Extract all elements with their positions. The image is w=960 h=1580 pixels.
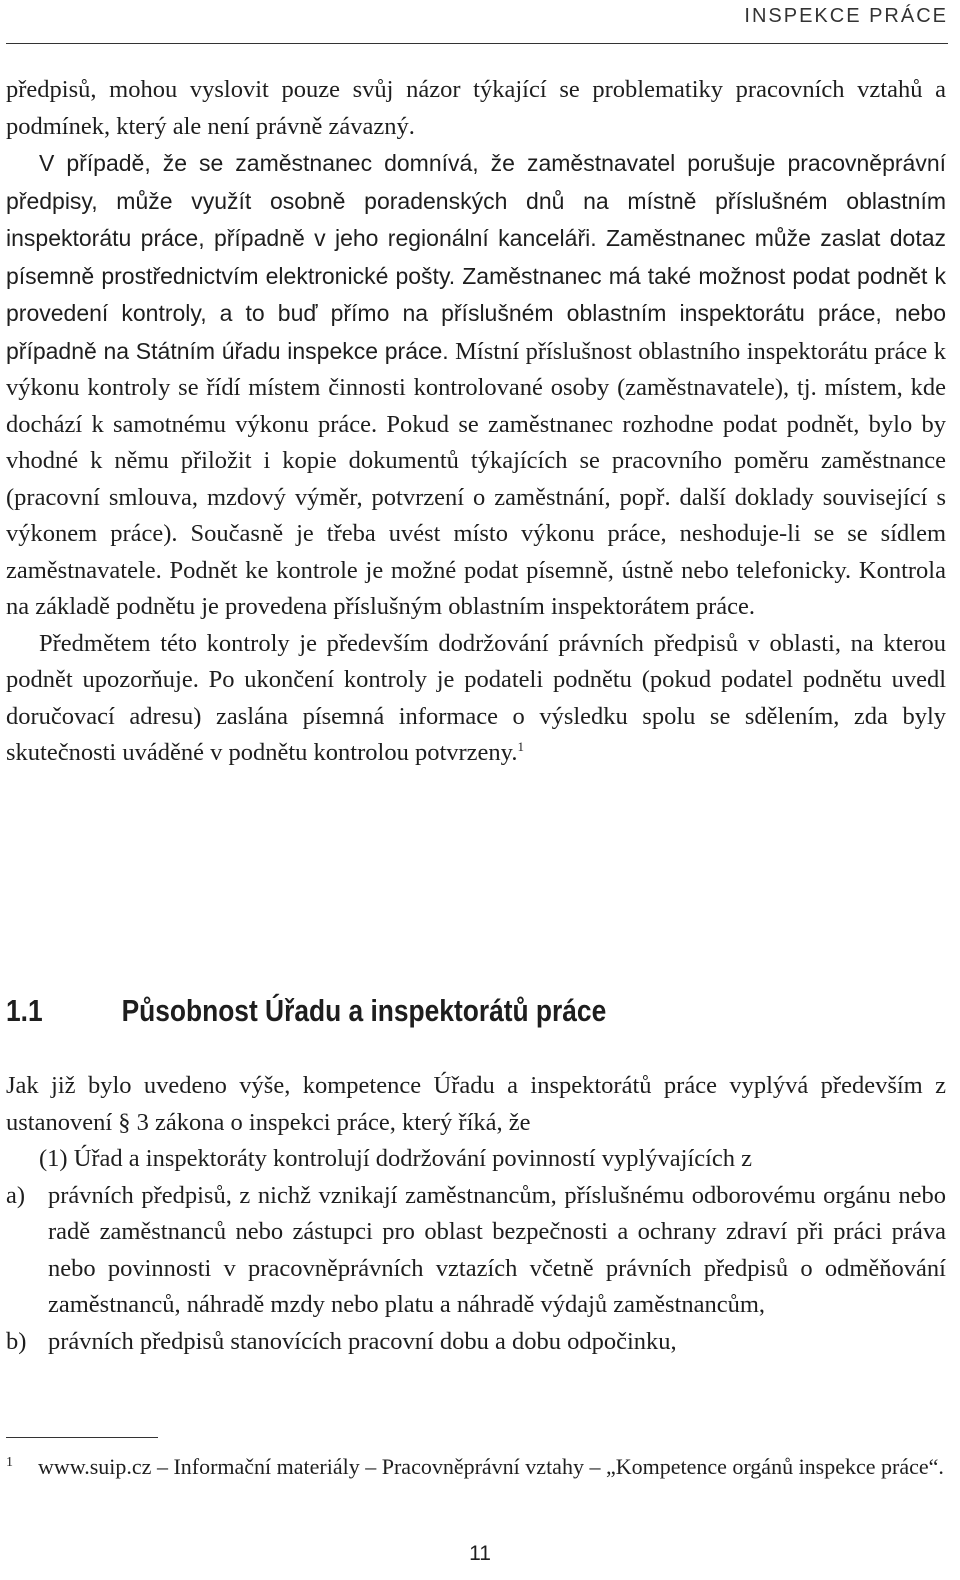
list-item <box>6 1324 946 1361</box>
footnote-number: 1 <box>6 1455 13 1470</box>
section-heading <box>6 993 606 1029</box>
paragraph-complaint-sans-part: V případě, že se zaměstnanec domnívá, že zaměstnavatel porušuje pracovněprávní předpisy, může využít osobně poradenských dnů na místně příslušném oblastním inspektorátu práce, případně v jeho regionální kanceláři. Zaměstnanec může zaslat dotaz písemně prostřednictvím elektronické pošty. Zaměstnanec má také možnost podat podnět k provedení kontroly, a to buď přímo na příslušném oblastním inspektorátu práce, nebo případně na Státním úřadu inspekce práce. <box>6 150 946 364</box>
paragraph-complaint-serif-part: Místní příslušnost oblastního inspektorátu práce k výkonu kontroly se řídí místem činnosti kontrolované osoby (zaměstnavatele), tj. místem, kde dochází k samotnému výkonu práce. Pokud se zaměstnanec rozhodne podat podnět, bylo by vhodné k němu přiložit i kopie dokumentů týkajících se pracovního poměru zaměstnance (pracovní smlouva, mzdový výměr, potvrzení o zaměstnání, popř. další doklady související s výkonem práce). Současně je třeba uvést místo výkonu práce, neshoduje-li se se sídlem zaměstnavatele. Podnět ke kontrole je možné podat písemně, ústně nebo telefonicky. Kontrola na základě podnětu je provedena příslušným oblastním inspektorátem práce. <box>6 337 946 620</box>
paragraph-continued: předpisů, mohou vyslovit pouze svůj názor týkající se problematiky pracovních vztahů a podmínek, který ale není právně závazný. <box>6 76 946 140</box>
list-marker: b) <box>6 1327 27 1355</box>
footnote-rule <box>6 1437 158 1438</box>
footnote-text: www.suip.cz – Informační materiály – Pracovněprávní vztahy – „Kompetence orgánů inspekce práce“. <box>38 1454 944 1479</box>
paragraph-inspection-subject <box>6 626 946 772</box>
paragraph-inspection-subject-text: Předmětem této kontroly je především dodržování právních předpisů v oblasti, na kterou podnět upozorňuje. Po ukončení kontroly je podateli podnětu (pokud podatel podnětu uvedl doručovací adresu) zaslána písemná informace o výsledku spolu se sdělením, zda byly skutečnosti uváděné v podnětu kontrolou potvrzeny. <box>6 629 946 766</box>
paragraph-complaint <box>6 145 946 626</box>
header-rule <box>6 43 948 44</box>
list-item-text: právních předpisů stanovících pracovní dobu a dobu odpočinku, <box>48 1327 677 1355</box>
section-body <box>6 1068 946 1360</box>
section-intro: Jak již bylo uvedeno výše, kompetence Úřadu a inspektorátů práce vyplývá především z ustanovení § 3 zákona o inspekci práce, který říká, že <box>6 1072 946 1136</box>
section-number: 1.1 <box>6 993 43 1028</box>
footnote <box>6 1450 946 1484</box>
section-clause: (1) Úřad a inspektoráty kontrolují dodržování povinností vyplývajících z <box>39 1145 753 1172</box>
body-text <box>6 72 946 772</box>
running-header: INSPEKCE PRÁCE <box>744 5 948 27</box>
list-item-text: právních předpisů, z nichž vznikají zaměstnancům, příslušnému odborovému orgánu nebo radě zaměstnanců nebo zástupci pro oblast bezpečnosti a ochrany zdraví při práci práva nebo povinnosti v pracovněprávních vztazích včetně právních předpisů o odměňování zaměstnanců, náhradě mzdy nebo platu a náhradě výdajů zaměstnancům, <box>48 1181 946 1318</box>
footnote-reference: 1 <box>517 738 524 754</box>
section-title: Působnost Úřadu a inspektorátů práce <box>121 993 607 1028</box>
list-marker: a) <box>6 1181 26 1209</box>
list-item <box>6 1178 946 1324</box>
page-number: 11 <box>469 1542 491 1565</box>
